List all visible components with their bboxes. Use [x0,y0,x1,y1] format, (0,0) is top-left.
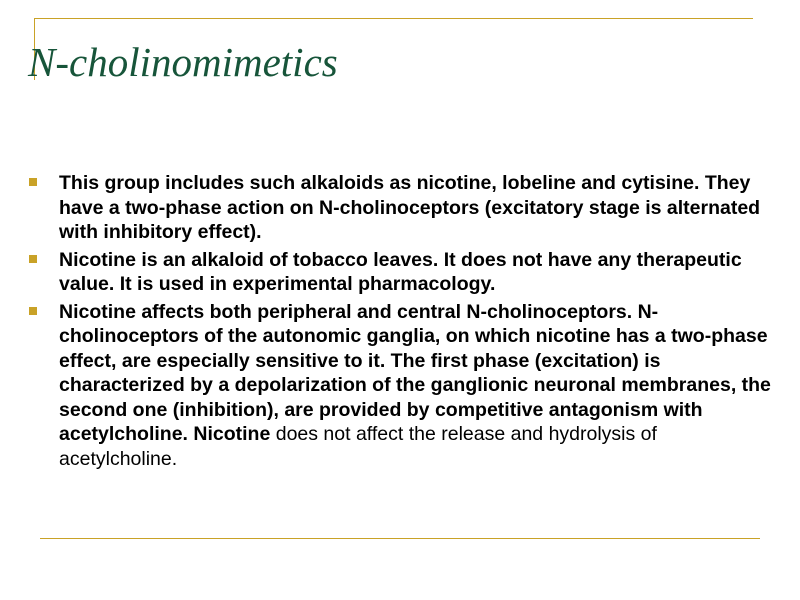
bullet-text-bold: This group includes such alkaloids as nicotine, lobeline and cytisine. They have a two-phase action on N-cholinoceptors (excitatory stage is alternated with inhibitory effect). [59,172,761,243]
bullet-text-normal: does not affect the release and hydrolysis of acetylcholine. [59,423,657,470]
square-bullet-icon [29,307,37,315]
square-bullet-icon [29,178,37,186]
bullet-text-bold: Nicotine affects both peripheral and central N-cholinoceptors. N-cholinoceptors of the autonomic ganglia, on which nicotine has a two-phase effect, are especially sensitive to it. The first phase (excitation) is characterized by a depolarization of the ganglionic neuronal membranes, the second one (inhibition), are provided by competitive antagonism with acetylcholine. Nicotine [59,300,771,445]
bullet-item-3 [29,300,774,472]
square-bullet-icon [29,255,37,263]
top-divider [34,18,753,20]
slide-title: N-cholinomimetics [28,39,338,85]
bottom-divider [40,538,760,540]
bullet-list [29,171,774,474]
bullet-item-1 [29,171,774,245]
bullet-text-bold: Nicotine is an alkaloid of tobacco leaves. It does not have any therapeutic value. It is used in experimental pharmacology. [59,248,742,295]
bullet-item-2 [29,248,774,297]
